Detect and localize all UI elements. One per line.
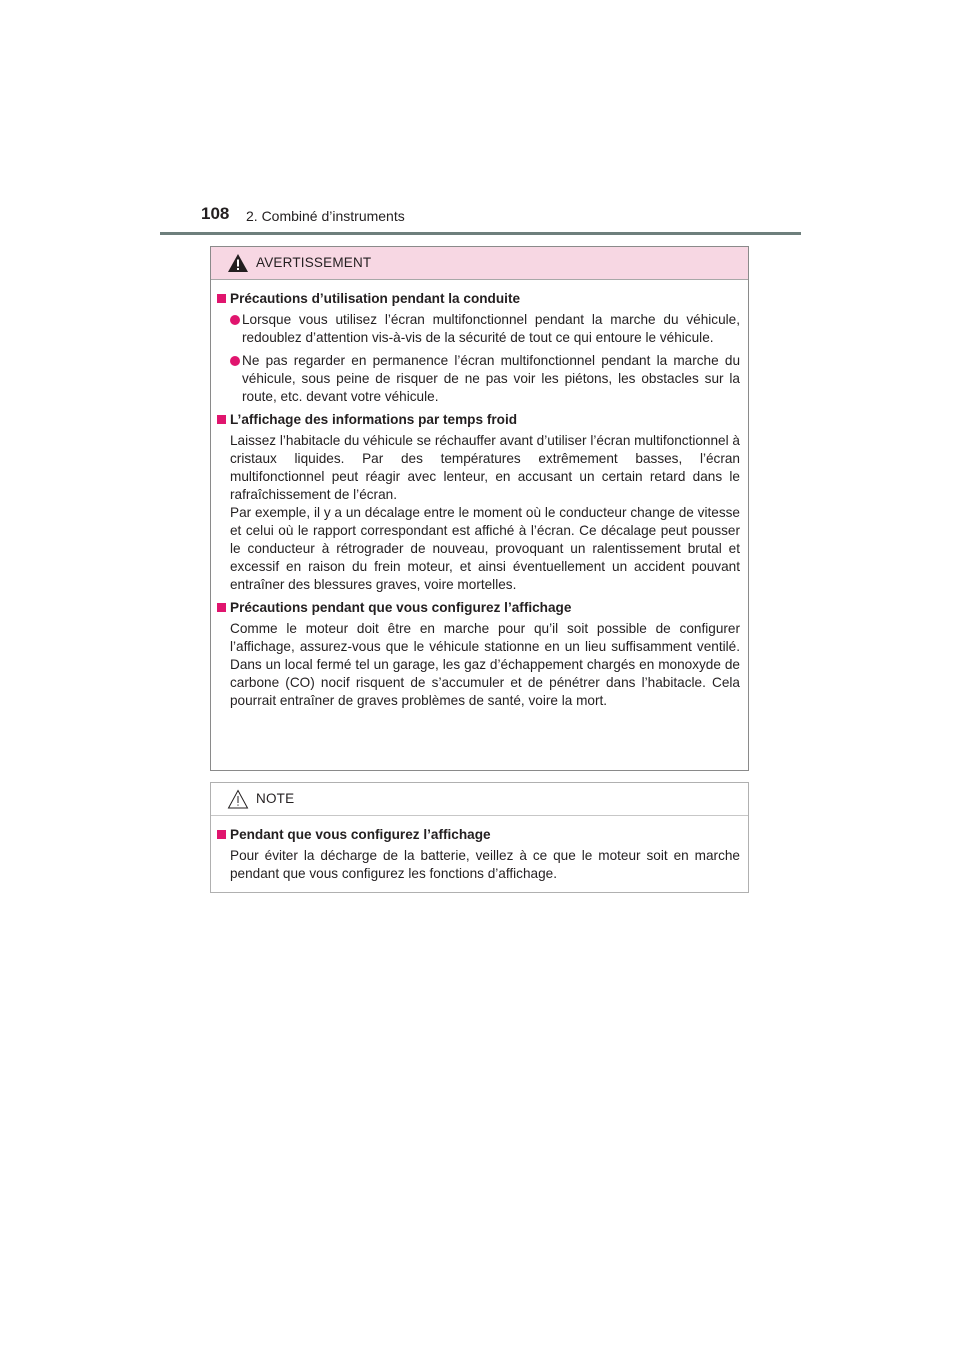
section-heading <box>217 826 740 844</box>
warning-box <box>210 246 749 771</box>
paragraph: Par exemple, il y a un décalage entre le moment où le conducteur change de vitesse et celui où le rapport correspondant est affiché à l’écran. Ce décalage peut pousser le conducteur à rétrograder de nouveau, provoquant un ralentissement brutal et excessif en raison du frein moteur, et ainsi éventuellement un accident pouvant entraîner des blessures graves, voire mortelles. <box>230 505 740 592</box>
paragraph: Comme le moteur doit être en marche pour qu’il soit possible de configurer l’affichage, assurez-vous que le véhicule stationne en un lieu suffisamment ventilé. Dans un local fermé tel un garage, les gaz d’échappement chargés en monoxyde de carbone (CO) nocif risquent de s’accumuler et de pénétrer dans l’habitacle. Cela pourrait entraîner de graves problèmes de santé, voire la mort. <box>230 621 740 708</box>
header-divider <box>160 232 801 235</box>
section-heading <box>217 411 740 429</box>
square-bullet-icon <box>217 415 226 424</box>
section-heading <box>217 290 740 308</box>
note-body <box>211 816 748 883</box>
caution-triangle-outline-icon <box>227 789 249 809</box>
bullet-text: Lorsque vous utilisez l’écran multifonctionnel pendant la marche du véhicule, redoublez d’attention vis-à-vis de la sécurité de tout ce qui entoure le véhicule. <box>242 312 740 345</box>
section-title: 2. Combiné d’instruments <box>246 208 405 224</box>
section-heading-text: Pendant que vous configurez l’affichage <box>230 827 491 842</box>
note-title: NOTE <box>256 791 295 806</box>
note-box <box>210 782 749 893</box>
page-header <box>160 200 801 236</box>
section-heading-text: Précautions pendant que vous configurez l’affichage <box>230 600 572 615</box>
section-heading-text: Précautions d’utilisation pendant la conduite <box>230 291 521 306</box>
bullet-item <box>217 311 740 347</box>
bullet-item <box>217 352 740 406</box>
warning-body <box>211 280 748 710</box>
page-number: 108 <box>201 204 230 223</box>
paragraph: Laissez l’habitacle du véhicule se réchauffer avant d’utiliser l’écran multifonctionnel à cristaux liquides. Par des températures extrêmement basses, l’écran multifonctionnel peut réagir avec lenteur, en accusant un certain retard dans le rafraîchissement de l’écran. <box>230 433 740 502</box>
note-header <box>211 783 748 816</box>
square-bullet-icon <box>217 830 226 839</box>
paragraph: Pour éviter la décharge de la batterie, veillez à ce que le moteur soit en marche pendant que vous configurez les fonctions d’affichage. <box>230 848 740 881</box>
circle-bullet-icon <box>230 356 240 366</box>
section-heading <box>217 599 740 617</box>
warning-title: AVERTISSEMENT <box>256 255 372 270</box>
circle-bullet-icon <box>230 315 240 325</box>
warning-header <box>211 247 748 280</box>
bullet-text: Ne pas regarder en permanence l’écran multifonctionnel pendant la marche du véhicule, sous peine de risquer de ne pas voir les piétons, les obstacles sur la route, etc. devant votre véhicule. <box>242 353 740 404</box>
warning-triangle-icon <box>227 253 249 273</box>
section-heading-text: L’affichage des informations par temps froid <box>230 412 518 427</box>
square-bullet-icon <box>217 603 226 612</box>
square-bullet-icon <box>217 294 226 303</box>
